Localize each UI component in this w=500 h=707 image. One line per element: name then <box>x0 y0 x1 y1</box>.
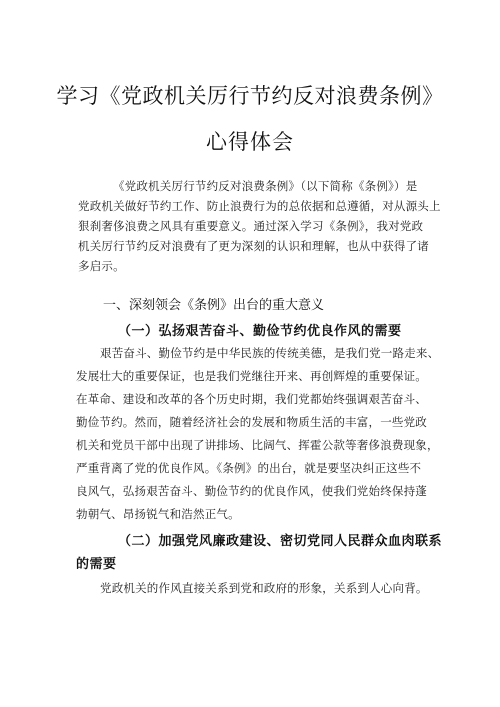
paragraph-line: 机关和党员干部中出现了讲排场、比阔气、挥霍公款等奢侈浪费现象， <box>76 438 439 452</box>
subsection-heading: （一）弘扬艰苦奋斗、勤俭节约优良作风的需要 <box>118 324 402 339</box>
document-title: 学习《党政机关厉行节约反对浪费条例》 <box>56 84 444 108</box>
paragraph-line: 勤俭节约。然而，随着经济社会的发展和物质生活的丰富，一些党政 <box>76 415 427 429</box>
section-heading: 一、深刻领会《条例》出台的重大意义 <box>103 298 325 313</box>
paragraph-line: 党政机关的作风直接关系到党和政府的形象，关系到人心向背。 <box>100 581 428 595</box>
paragraph-line: 发展壮大的重要保证，也是我们党继往开来、再创辉煌的重要保证。 <box>76 369 427 383</box>
paragraph-line: 艰苦奋斗、勤俭节约是中华民族的传统美德，是我们党一路走来、 <box>100 346 440 360</box>
intro-line: 多启示。 <box>78 259 125 273</box>
paragraph-line: 严重背离了党的优良作风。《条例》的出台，就是要坚决纠正这些不 <box>76 461 422 475</box>
intro-line: 党政机关做好节约工作、防止浪费行为的总依据和总遵循，对从源头上 <box>78 199 441 213</box>
intro-line: 狠刹奢侈浪费之风具有重要意义。通过深入学习《条例》，我对党政 <box>78 219 424 233</box>
intro-line: 《党政机关厉行节约反对浪费条例》（以下简称《条例》）是 <box>113 179 418 193</box>
document-subtitle: 心得体会 <box>206 130 294 154</box>
paragraph-line: 勃朝气、昂扬锐气和浩然正气。 <box>76 507 240 521</box>
paragraph-line: 在革命、建设和改革的各个历史时期，我们党都始终强调艰苦奋斗、 <box>76 392 427 406</box>
subsection-heading-continued: 的需要 <box>76 557 117 572</box>
subsection-heading: （二）加强党风廉政建设、密切党同人民群众血肉联系 <box>118 534 443 549</box>
paragraph-line: 良风气，弘扬艰苦奋斗、勤俭节约的优良作风，使我们党始终保持蓬 <box>76 484 427 498</box>
intro-line: 机关厉行节约反对浪费有了更为深刻的认识和理解，也从中获得了诸 <box>78 239 429 253</box>
